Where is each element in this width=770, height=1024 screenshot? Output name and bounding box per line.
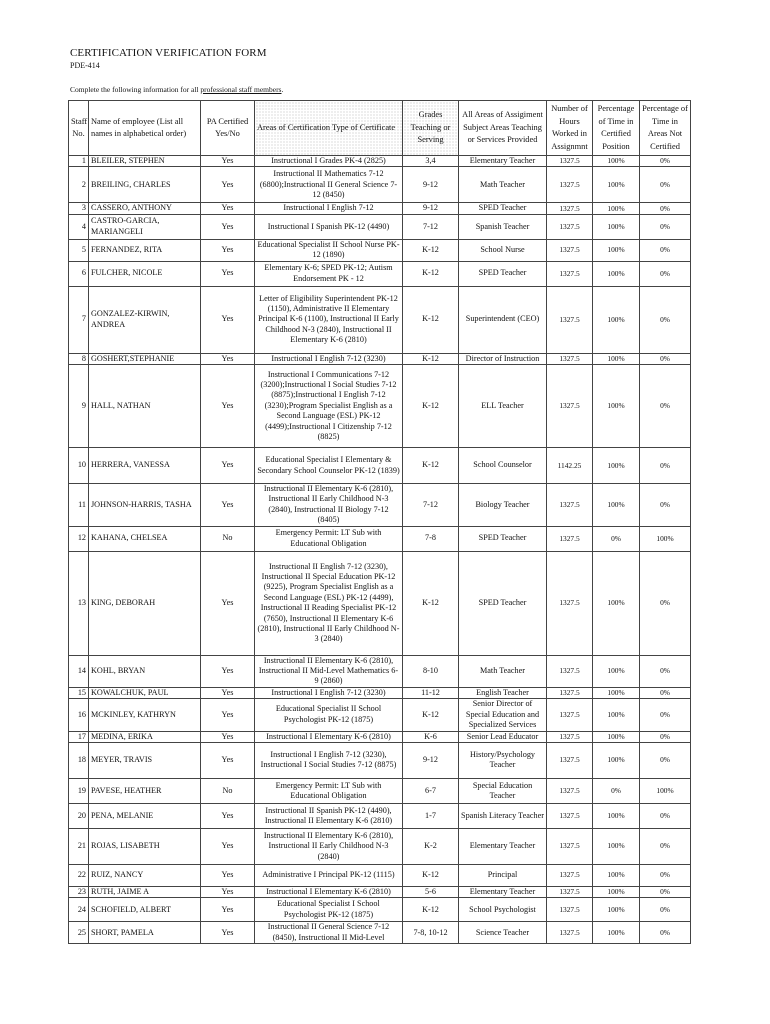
assignment-cell: School Counselor — [459, 448, 547, 484]
employee-name-cell: ROJAS, LISABETH — [89, 828, 201, 864]
employee-name-cell: SHORT, PAMELA — [89, 922, 201, 944]
pct-certified-cell: 100% — [593, 898, 640, 922]
assignment-cell: SPED Teacher — [459, 261, 547, 286]
hours-cell: 1327.5 — [547, 922, 593, 944]
grades-cell: 7-8, 10-12 — [403, 922, 459, 944]
pct-not-certified-cell: 0% — [640, 886, 691, 897]
pct-not-certified-cell: 0% — [640, 286, 691, 353]
certification-cell: Instructional I English 7-12 (3230) — [255, 687, 403, 698]
grades-cell: K-12 — [403, 699, 459, 731]
assignment-cell: Elementary Teacher — [459, 828, 547, 864]
grades-cell: 8-10 — [403, 655, 459, 687]
hours-cell: 1327.5 — [547, 655, 593, 687]
pa-certified-cell: Yes — [201, 156, 255, 167]
pct-not-certified-cell: 0% — [640, 365, 691, 448]
table-row — [69, 286, 691, 353]
employee-name-cell: PAVESE, HEATHER — [89, 778, 201, 803]
pct-certified-cell: 100% — [593, 655, 640, 687]
table-row — [69, 803, 691, 828]
pct-certified-cell: 100% — [593, 828, 640, 864]
certification-cell: Emergency Permit: LT Sub with Educational Obligation — [255, 778, 403, 803]
assignment-cell: Elementary Teacher — [459, 886, 547, 897]
pct-not-certified-cell: 0% — [640, 551, 691, 655]
grades-cell: K-12 — [403, 261, 459, 286]
pa-certified-cell: Yes — [201, 484, 255, 527]
employee-name-cell: CASSERO, ANTHONY — [89, 203, 201, 214]
staff-no-cell: 11 — [69, 484, 89, 527]
assignment-cell: Special Education Teacher — [459, 778, 547, 803]
pct-certified-cell: 100% — [593, 353, 640, 364]
staff-no-cell: 10 — [69, 448, 89, 484]
pct-not-certified-cell: 0% — [640, 484, 691, 527]
pa-certified-cell: Yes — [201, 551, 255, 655]
table-row — [69, 167, 691, 203]
pct-certified-cell: 100% — [593, 886, 640, 897]
pct-certified-cell: 100% — [593, 731, 640, 742]
employee-name-cell: MEYER, TRAVIS — [89, 742, 201, 778]
assignment-cell: Director of Instruction — [459, 353, 547, 364]
grades-cell: K-12 — [403, 448, 459, 484]
certification-cell: Instructional I Elementary K-6 (2810) — [255, 731, 403, 742]
staff-no-cell: 5 — [69, 239, 89, 261]
pct-not-certified-cell: 0% — [640, 864, 691, 886]
assignment-cell: History/Psychology Teacher — [459, 742, 547, 778]
table-row — [69, 922, 691, 944]
table-row — [69, 699, 691, 731]
employee-name-cell: MEDINA, ERIKA — [89, 731, 201, 742]
certification-cell: Instructional I English 7-12 (3230), Instructional I Social Studies 7-12 (8875) — [255, 742, 403, 778]
assignment-cell: Science Teacher — [459, 922, 547, 944]
pct-certified-cell: 100% — [593, 864, 640, 886]
grades-cell: K-12 — [403, 551, 459, 655]
table-row — [69, 448, 691, 484]
employee-name-cell: BREILING, CHARLES — [89, 167, 201, 203]
hours-cell: 1327.5 — [547, 699, 593, 731]
hours-cell: 1327.5 — [547, 551, 593, 655]
form-code: PDE-414 — [70, 61, 100, 70]
grades-cell: 7-12 — [403, 214, 459, 239]
pct-certified-cell: 100% — [593, 699, 640, 731]
pct-certified-cell: 100% — [593, 203, 640, 214]
table-row — [69, 239, 691, 261]
col-assignment-areas: All Areas of Assigiment Subject Areas Teaching or Services Provided — [459, 101, 547, 156]
pa-certified-cell: No — [201, 526, 255, 551]
pa-certified-cell: Yes — [201, 687, 255, 698]
col-pa-certified: PA Certified Yes/No — [201, 101, 255, 156]
staff-no-cell: 14 — [69, 655, 89, 687]
staff-no-cell: 12 — [69, 526, 89, 551]
assignment-cell: Principal — [459, 864, 547, 886]
hours-cell: 1327.5 — [547, 156, 593, 167]
pa-certified-cell: Yes — [201, 898, 255, 922]
staff-no-cell: 24 — [69, 898, 89, 922]
pct-not-certified-cell: 0% — [640, 261, 691, 286]
pct-certified-cell: 100% — [593, 214, 640, 239]
grades-cell: K-12 — [403, 239, 459, 261]
assignment-cell: SPED Teacher — [459, 551, 547, 655]
employee-name-cell: RUIZ, NANCY — [89, 864, 201, 886]
pa-certified-cell: No — [201, 778, 255, 803]
grades-cell: K-12 — [403, 353, 459, 364]
table-row — [69, 828, 691, 864]
table-row — [69, 156, 691, 167]
staff-no-cell: 17 — [69, 731, 89, 742]
certification-cell: Instructional II Spanish PK-12 (4490), Instructional II Elementary K-6 (2810) — [255, 803, 403, 828]
table-row — [69, 687, 691, 698]
certification-cell: Educational Specialist II School Nurse PK-12 (1890) — [255, 239, 403, 261]
col-pct-not-certified: Percentage of Time in Areas Not Certified — [640, 101, 691, 156]
staff-no-cell: 18 — [69, 742, 89, 778]
grades-cell: 9-12 — [403, 167, 459, 203]
hours-cell: 1327.5 — [547, 167, 593, 203]
grades-cell: K-6 — [403, 731, 459, 742]
grades-cell: 9-12 — [403, 203, 459, 214]
pct-not-certified-cell: 0% — [640, 699, 691, 731]
pct-certified-cell: 100% — [593, 742, 640, 778]
hours-cell: 1327.5 — [547, 239, 593, 261]
pa-certified-cell: Yes — [201, 699, 255, 731]
pa-certified-cell: Yes — [201, 742, 255, 778]
pa-certified-cell: Yes — [201, 448, 255, 484]
certification-table — [68, 100, 691, 944]
pct-certified-cell: 100% — [593, 803, 640, 828]
pa-certified-cell: Yes — [201, 261, 255, 286]
certification-cell: Administrative I Principal PK-12 (1115) — [255, 864, 403, 886]
table-row — [69, 551, 691, 655]
pct-certified-cell: 100% — [593, 551, 640, 655]
pct-not-certified-cell: 100% — [640, 526, 691, 551]
assignment-cell: Biology Teacher — [459, 484, 547, 527]
table-header-row — [69, 101, 691, 156]
pct-not-certified-cell: 0% — [640, 731, 691, 742]
table-row — [69, 484, 691, 527]
col-hours: Number of Hours Worked in Assignmnt — [547, 101, 593, 156]
form-header — [70, 47, 710, 95]
assignment-cell: Senior Director of Special Education and Specialized Services — [459, 699, 547, 731]
certification-cell: Instructional II Elementary K-6 (2810), Instructional II Early Childhood N-3 (2840) — [255, 828, 403, 864]
assignment-cell: Senior Lead Educator — [459, 731, 547, 742]
pct-not-certified-cell: 0% — [640, 687, 691, 698]
pa-certified-cell: Yes — [201, 731, 255, 742]
employee-name-cell: KAHANA, CHELSEA — [89, 526, 201, 551]
certification-cell: Instructional II Elementary K-6 (2810), Instructional II Mid-Level Mathematics 6-9 (2860) — [255, 655, 403, 687]
pct-certified-cell: 100% — [593, 239, 640, 261]
table-row — [69, 365, 691, 448]
form-instructions — [70, 85, 710, 95]
assignment-cell: School Nurse — [459, 239, 547, 261]
pa-certified-cell: Yes — [201, 922, 255, 944]
pct-not-certified-cell: 0% — [640, 214, 691, 239]
employee-name-cell: SCHOFIELD, ALBERT — [89, 898, 201, 922]
table-row — [69, 864, 691, 886]
certification-cell: Instructional I Elementary K-6 (2810) — [255, 886, 403, 897]
grades-cell: 9-12 — [403, 742, 459, 778]
table-row — [69, 731, 691, 742]
hours-cell: 1327.5 — [547, 203, 593, 214]
hours-cell: 1327.5 — [547, 526, 593, 551]
certification-cell: Instructional II General Science 7-12 (8450), Instructional II Mid-Level — [255, 922, 403, 944]
pct-certified-cell: 100% — [593, 365, 640, 448]
table-row — [69, 898, 691, 922]
pct-not-certified-cell: 0% — [640, 742, 691, 778]
certification-cell: Instructional II English 7-12 (3230), Instructional II Special Education PK-12 (9225), Program Specialist English as a Second Language (ESL) PK-12 (4499), Instructional II Reading Specialist PK-12 (7650), Instructional II Elementary K-6 (2810), Instructional II Early Childhood N-3 (2840) — [255, 551, 403, 655]
employee-name-cell: KOWALCHUK, PAUL — [89, 687, 201, 698]
pct-not-certified-cell: 0% — [640, 167, 691, 203]
certification-cell: Instructional I Communications 7-12 (3200);Instructional I Social Studies 7-12 (8875);Instructional I English 7-12 (3230);Program Specialist English as a Second Language (ESL) PK-12 (4499);Instructional I Citizenship 7-12 (8825) — [255, 365, 403, 448]
employee-name-cell: RUTH, JAIME A — [89, 886, 201, 897]
hours-cell: 1327.5 — [547, 828, 593, 864]
assignment-cell: School Psychologist — [459, 898, 547, 922]
staff-no-cell: 15 — [69, 687, 89, 698]
staff-no-cell: 6 — [69, 261, 89, 286]
pa-certified-cell: Yes — [201, 803, 255, 828]
certification-cell: Instructional II Elementary K-6 (2810), Instructional II Early Childhood N-3 (2840), Instructional II Biology 7-12 (8405) — [255, 484, 403, 527]
staff-no-cell: 21 — [69, 828, 89, 864]
employee-name-cell: HALL, NATHAN — [89, 365, 201, 448]
grades-cell: 7-8 — [403, 526, 459, 551]
table-row — [69, 353, 691, 364]
pct-not-certified-cell: 0% — [640, 655, 691, 687]
form-title: CERTIFICATION VERIFICATION FORM — [70, 47, 267, 59]
employee-name-cell: PENA, MELANIE — [89, 803, 201, 828]
table-row — [69, 655, 691, 687]
employee-name-cell: GOSHERT,STEPHANIE — [89, 353, 201, 364]
employee-name-cell: GONZALEZ-KIRWIN, ANDREA — [89, 286, 201, 353]
pa-certified-cell: Yes — [201, 353, 255, 364]
grades-cell: 6-7 — [403, 778, 459, 803]
hours-cell: 1327.5 — [547, 365, 593, 448]
col-staff-no: Staff No. — [69, 101, 89, 156]
hours-cell: 1327.5 — [547, 286, 593, 353]
grades-cell: 3,4 — [403, 156, 459, 167]
pct-not-certified-cell: 0% — [640, 353, 691, 364]
pct-not-certified-cell: 0% — [640, 156, 691, 167]
pa-certified-cell: Yes — [201, 203, 255, 214]
staff-no-cell: 8 — [69, 353, 89, 364]
pa-certified-cell: Yes — [201, 214, 255, 239]
hours-cell: 1327.5 — [547, 898, 593, 922]
grades-cell: K-12 — [403, 864, 459, 886]
pa-certified-cell: Yes — [201, 828, 255, 864]
grades-cell: K-12 — [403, 286, 459, 353]
certification-cell: Educational Specialist II School Psychologist PK-12 (1875) — [255, 699, 403, 731]
certification-cell: Elementary K-6; SPED PK-12; Autism Endorsement PK - 12 — [255, 261, 403, 286]
pa-certified-cell: Yes — [201, 167, 255, 203]
staff-no-cell: 9 — [69, 365, 89, 448]
pa-certified-cell: Yes — [201, 655, 255, 687]
pa-certified-cell: Yes — [201, 286, 255, 353]
staff-no-cell: 7 — [69, 286, 89, 353]
staff-no-cell: 13 — [69, 551, 89, 655]
table-row — [69, 778, 691, 803]
staff-no-cell: 1 — [69, 156, 89, 167]
table-body — [69, 156, 691, 944]
col-employee-name: Name of employee (List all names in alphabetical order) — [89, 101, 201, 156]
hours-cell: 1327.5 — [547, 687, 593, 698]
staff-no-cell: 25 — [69, 922, 89, 944]
grades-cell: 5-6 — [403, 886, 459, 897]
grades-cell: 1-7 — [403, 803, 459, 828]
assignment-cell: SPED Teacher — [459, 203, 547, 214]
employee-name-cell: KOHL, BRYAN — [89, 655, 201, 687]
pa-certified-cell: Yes — [201, 239, 255, 261]
employee-name-cell: JOHNSON-HARRIS, TASHA — [89, 484, 201, 527]
pct-not-certified-cell: 0% — [640, 239, 691, 261]
pct-certified-cell: 100% — [593, 261, 640, 286]
table-row — [69, 203, 691, 214]
assignment-cell: Elementary Teacher — [459, 156, 547, 167]
pct-certified-cell: 0% — [593, 778, 640, 803]
staff-no-cell: 22 — [69, 864, 89, 886]
pct-certified-cell: 100% — [593, 156, 640, 167]
hours-cell: 1327.5 — [547, 742, 593, 778]
pa-certified-cell: Yes — [201, 864, 255, 886]
pct-not-certified-cell: 0% — [640, 828, 691, 864]
table-row — [69, 742, 691, 778]
staff-no-cell: 3 — [69, 203, 89, 214]
assignment-cell: SPED Teacher — [459, 526, 547, 551]
employee-name-cell: BLEILER, STEPHEN — [89, 156, 201, 167]
hours-cell: 1327.5 — [547, 803, 593, 828]
pct-not-certified-cell: 100% — [640, 778, 691, 803]
assignment-cell: Math Teacher — [459, 167, 547, 203]
table-row — [69, 526, 691, 551]
staff-no-cell: 2 — [69, 167, 89, 203]
pct-not-certified-cell: 0% — [640, 448, 691, 484]
hours-cell: 1327.5 — [547, 261, 593, 286]
hours-cell: 1327.5 — [547, 886, 593, 897]
certification-cell: Emergency Permit: LT Sub with Educational Obligation — [255, 526, 403, 551]
hours-cell: 1327.5 — [547, 214, 593, 239]
hours-cell: 1327.5 — [547, 731, 593, 742]
employee-name-cell: KING, DEBORAH — [89, 551, 201, 655]
assignment-cell: Spanish Teacher — [459, 214, 547, 239]
pct-certified-cell: 100% — [593, 448, 640, 484]
hours-cell: 1327.5 — [547, 864, 593, 886]
certification-cell: Instructional II Mathematics 7-12 (6800);Instructional II General Science 7-12 (8450) — [255, 167, 403, 203]
col-pct-certified: Percentage of Time in Certified Position — [593, 101, 640, 156]
assignment-cell: Math Teacher — [459, 655, 547, 687]
certification-cell: Instructional I Grades PK-4 (2825) — [255, 156, 403, 167]
pa-certified-cell: Yes — [201, 886, 255, 897]
staff-no-cell: 19 — [69, 778, 89, 803]
grades-cell: K-12 — [403, 365, 459, 448]
certification-cell: Instructional I English 7-12 (3230) — [255, 353, 403, 364]
hours-cell: 1327.5 — [547, 778, 593, 803]
pct-certified-cell: 100% — [593, 687, 640, 698]
staff-no-cell: 4 — [69, 214, 89, 239]
table-row — [69, 261, 691, 286]
grades-cell: K-2 — [403, 828, 459, 864]
pa-certified-cell: Yes — [201, 365, 255, 448]
instruction-underlined: professional staff members — [200, 85, 282, 94]
grades-cell: 7-12 — [403, 484, 459, 527]
pct-certified-cell: 100% — [593, 286, 640, 353]
employee-name-cell: MCKINLEY, KATHRYN — [89, 699, 201, 731]
hours-cell: 1142.25 — [547, 448, 593, 484]
pct-certified-cell: 100% — [593, 484, 640, 527]
assignment-cell: Superintendent (CEO) — [459, 286, 547, 353]
certification-cell: Educational Specialist I Elementary & Secondary School Counselor PK-12 (1839) — [255, 448, 403, 484]
hours-cell: 1327.5 — [547, 353, 593, 364]
hours-cell: 1327.5 — [547, 484, 593, 527]
table-row — [69, 886, 691, 897]
employee-name-cell: HERRERA, VANESSA — [89, 448, 201, 484]
staff-no-cell: 16 — [69, 699, 89, 731]
pct-not-certified-cell: 0% — [640, 898, 691, 922]
col-grades: Grades Teaching or Serving — [403, 101, 459, 156]
pct-not-certified-cell: 0% — [640, 203, 691, 214]
grades-cell: K-12 — [403, 898, 459, 922]
pct-not-certified-cell: 0% — [640, 803, 691, 828]
pct-certified-cell: 0% — [593, 526, 640, 551]
instruction-text: Complete the following information for all — [70, 85, 201, 94]
certification-cell: Instructional I Spanish PK-12 (4490) — [255, 214, 403, 239]
staff-no-cell: 20 — [69, 803, 89, 828]
pct-not-certified-cell: 0% — [640, 922, 691, 944]
assignment-cell: English Teacher — [459, 687, 547, 698]
certification-cell: Letter of Eligibility Superintendent PK-12 (1150), Administrative II Elementary Principal K-6 (1100), Instructional II Early Childhood N-3 (2840), Instructional II Elementary K-6 (2810) — [255, 286, 403, 353]
instruction-suffix: . — [281, 85, 284, 94]
assignment-cell: ELL Teacher — [459, 365, 547, 448]
grades-cell: 11-12 — [403, 687, 459, 698]
employee-name-cell: FULCHER, NICOLE — [89, 261, 201, 286]
certification-cell: Instructional I English 7-12 — [255, 203, 403, 214]
pct-certified-cell: 100% — [593, 167, 640, 203]
assignment-cell: Spanish Literacy Teacher — [459, 803, 547, 828]
employee-name-cell: CASTRO-GARCIA, MARIANGELI — [89, 214, 201, 239]
employee-name-cell: FERNANDEZ, RITA — [89, 239, 201, 261]
certification-cell: Educational Specialist I School Psychologist PK-12 (1875) — [255, 898, 403, 922]
col-certification-areas: Areas of Certification Type of Certificate — [255, 101, 403, 156]
table-row — [69, 214, 691, 239]
staff-no-cell: 23 — [69, 886, 89, 897]
pct-certified-cell: 100% — [593, 922, 640, 944]
